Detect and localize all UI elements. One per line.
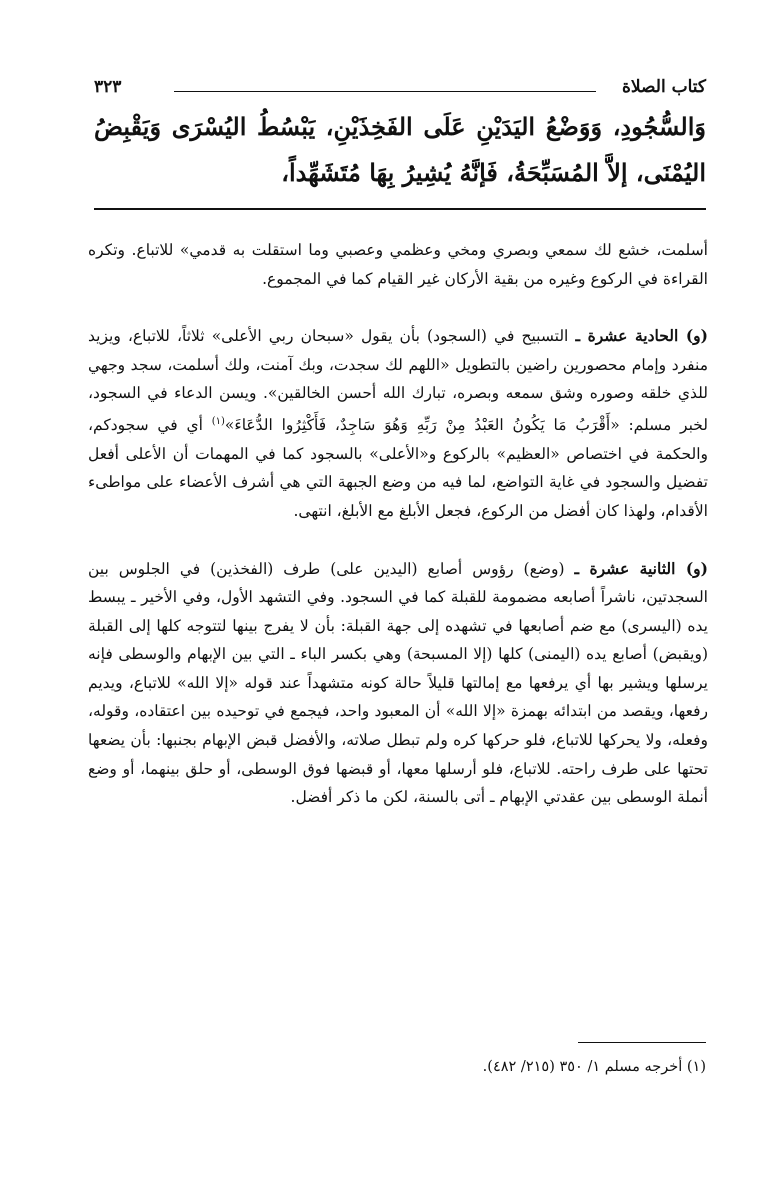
- paragraph-heading: (و) الحادية عشرة ـ: [575, 326, 708, 346]
- chapter-title: كتاب الصلاة: [621, 77, 706, 97]
- footnote-divider: [578, 1042, 706, 1043]
- paragraph-text: التسبيح في (السجود) بأن يقول «سبحان ربي الأعلى» ثلاثاً، للاتباع، ويزيد منفرد وإمام محصورين راضين بالتطويل «اللهم لك سجدت، وبك آمنت، ولك أسلمت، سجد وجهي للذي خلقه وصوره وشق سمعه وبصره، تبارك الله أحسن الخالقين». ويسن الدعاء في السجود، لخبر مسلم: «أَقْرَبُ مَا يَكُونُ العَبْدُ مِنْ رَبِّهِ وَهُوَ سَاجِدٌ، فَأَكْثِرُوا الدُّعَاءَ»: [88, 327, 709, 435]
- paragraph: [88, 236, 708, 293]
- paragraph-heading: (و) الثانية عشرة ـ: [574, 558, 708, 578]
- running-header: [94, 74, 706, 102]
- footnote-ref[interactable]: (١): [211, 415, 225, 427]
- paragraph-text: أسلمت، خشع لك سمعي وبصري ومخي وعظمي وعصبي وما استقلت به قدمي» للاتباع. وتكره القراءة في الركوع وغيره من بقية الأركان غير القيام كما في المجموع.: [88, 241, 708, 288]
- paragraph: [88, 322, 708, 525]
- footnote: (١) أخرجه مسلم ١/ ٣٥٠ (٢١٥/ ٤٨٢).: [482, 1059, 706, 1075]
- page-number: ٣٢٣: [94, 77, 122, 97]
- commentary: [88, 236, 708, 812]
- main-text: وَالسُّجُودِ، وَوَضْعُ اليَدَيْنِ عَلَى الفَخِذَيْنِ، يَبْسُطُ اليُسْرَى وَيَقْبِضُ اليُمْنَى، إلاَّ المُسَبِّحَةُ، فَإنَّهُ يُشِيرُ بِهَا مُتَشَهِّداً،: [94, 112, 706, 187]
- paragraph-text-continued: أي في سجودكم، والحكمة في اختصاص «العظيم» بالركوع و«الأعلى» بالسجود كما في المهمات أن الأعلى أفعل تفضيل والسجود في غاية التواضع، لما فيه من وضع الجبهة التي هي أشرف الأعضاء على مواطىء الأقدام، ولهذا كان أفضل من الركوع، فجعل الأبلغ مع الأبلغ، انتهى.: [88, 416, 708, 520]
- header-rule: [174, 91, 596, 92]
- paragraph: [88, 555, 708, 812]
- paragraph-text: (وضع) رؤوس أصابع (اليدين على) طرف (الفخذين) في الجلوس بين السجدتين، ناشراً أصابعه مضمومة للقبلة كما في السجود. وفي التشهد الأول، وفي الأخير ـ يبسط يده (اليسرى) مع ضم أصابعها في تشهده إلى جهة القبلة: بأن لا يفرج بينها لتتوجه كلها إلى القبلة (ويقبض) أصابع يده (اليمنى) كلها (إلا المسبحة) وهي بكسر الباء ـ التي بين الإبهام والوسطى فإنه يرسلها ويشير بها أي يرفعها مع إمالتها قليلاً حالة كونه متشهداً عند قوله «إلا الله» للاتباع، ويديم رفعها، ويقصد من ابتدائه بهمزة «إلا الله» أن المعبود واحد، فيجمع في توحيده بين اعتقاده، وقوله، وفعله، ولا يحركها للاتباع، فلو حركها كره ولم تبطل صلاته، والأفضل قبض الإبهام بجنبها: بأن يضعها تحتها على طرف راحته. للاتباع، فلو أرسلها معها، أو قبضها فوق الوسطى، أو حلق بينهما، أو وضع أنملة الوسطى بين عقدتي الإبهام ـ أتى بالسنة، لكن ما ذكر أفضل.: [88, 559, 708, 807]
- main-text-divider: [94, 208, 706, 210]
